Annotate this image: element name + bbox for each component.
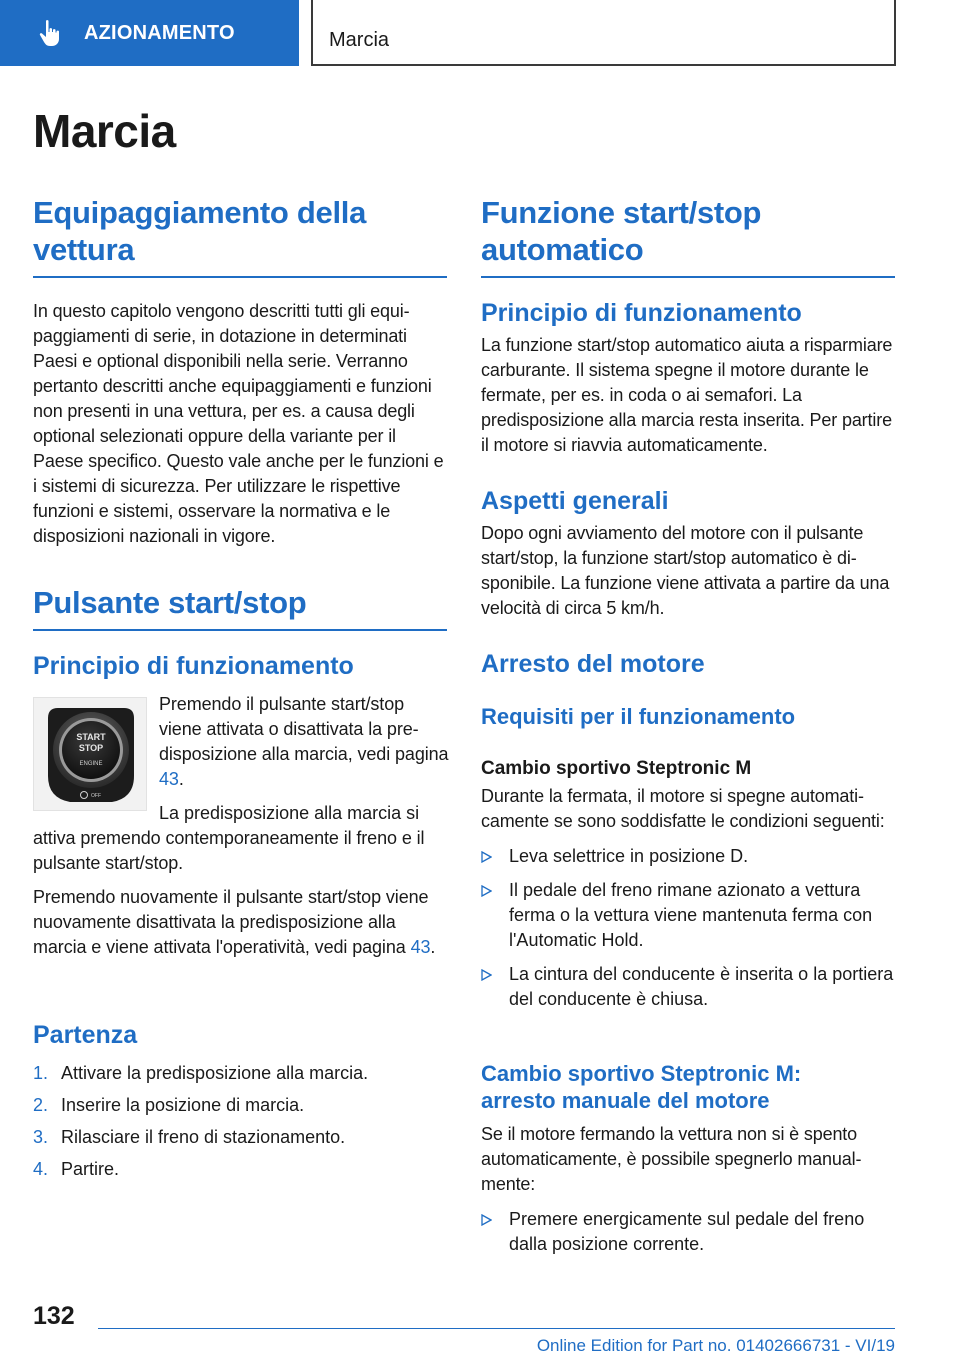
triangle-bullet-icon [481, 969, 492, 981]
manual-stop-section [481, 1060, 895, 1266]
list-item [33, 1157, 447, 1182]
page-title: Marcia [33, 105, 176, 157]
manual-heading-line2: arresto manuale del motore [481, 1088, 770, 1113]
step-text: Rilasciare il freno di stazionamento. [61, 1127, 346, 1147]
section-label: AZIONAMENTO [84, 21, 235, 44]
gearbox-text: Durante la fermata, il motore si spegne automaticamente se sono soddisfatte le condizioni seguenti: [481, 786, 885, 831]
step-number: 1. [33, 1063, 49, 1083]
principle-p1-end: . [178, 769, 184, 789]
step-number: 3. [33, 1127, 49, 1147]
right-principle-text: La funzione start/stop automatico aiuta a risparmiare carburante. Il sistema spegne il motore durante le fermate, per es. in coda o ai semafori. La predisposizione alla marcia resta inserita. Per partire il motore si riavvia automaticamente. [481, 335, 893, 455]
principle-p3-end: . [430, 937, 436, 957]
step-text: Partire. [61, 1159, 120, 1179]
equipment-heading [33, 194, 447, 268]
hand-pointer-icon [38, 19, 64, 47]
button-off-label: OFF [91, 793, 101, 799]
list-item [481, 1207, 895, 1257]
section-tab[interactable] [0, 0, 299, 66]
button-engine-label: ENGINE [79, 761, 103, 767]
principle-paragraph-2-rest: attiva premendo contemporaneamente il freno e il pulsante start/stop. [33, 828, 425, 873]
step-number: 4. [33, 1159, 49, 1179]
list-item [33, 1061, 447, 1086]
principle-text-block [159, 692, 449, 826]
chapter-header [311, 0, 896, 66]
heading-rule [33, 629, 447, 631]
right-principle-heading: Principio di funzionamento [481, 299, 802, 327]
principle-section [33, 651, 447, 681]
conditions-list [481, 844, 895, 1012]
start-stop-button-icon [34, 698, 148, 812]
auto-heading-line2: automatico [481, 232, 644, 267]
step-text: Attivare la predisposizione alla marcia. [61, 1063, 369, 1083]
right-principle-section [481, 298, 895, 458]
departure-steps [33, 1061, 447, 1182]
step-number: 2. [33, 1095, 49, 1115]
list-item [481, 844, 895, 869]
principle-text-continued [33, 826, 447, 960]
equipment-heading-line2: vettura [33, 232, 135, 267]
condition-text: Leva selettrice in posizione D. [509, 846, 749, 866]
list-item [481, 878, 895, 953]
triangle-bullet-icon [481, 1214, 492, 1226]
general-text: Dopo ogni avviamento del motore con il pulsante start/stop, la funzione start/stop automatico è disponibile. La funzione viene attivata a partire da una velocità di circa 5 km/h. [481, 523, 890, 618]
equipment-heading-line1: Equipaggiamento della [33, 195, 367, 230]
button-stop-label: STOP [78, 743, 104, 753]
auto-start-stop-heading [481, 194, 895, 268]
start-stop-button-image [33, 697, 147, 811]
principle-paragraph-1 [159, 692, 449, 792]
engine-stop-section [481, 649, 895, 679]
gearbox-section [481, 756, 895, 1021]
manual-steps-list [481, 1207, 895, 1257]
equipment-text: In questo capitolo vengono descritti tutti gli equipaggiamenti di serie, in dotazione in determinati Paesi e optional disponibili nella serie. Verranno pertanto descritti anche equipaggiamenti e funzioni non presenti in una vettura, per es. a causa degli optional selezionati oppure della variante per il Paese specifico. Questo vale anche per le funzioni e i sistemi di sicurezza. Per utilizzare le rispettive funzioni e sistemi, osservare la normativa e le disposizioni nazionali in vigore. [33, 301, 444, 546]
list-item [33, 1093, 447, 1118]
requirements-section [481, 703, 895, 730]
manual-stop-heading [481, 1060, 895, 1114]
step-text: Inserire la posizione di marcia. [61, 1095, 305, 1115]
general-heading: Aspetti generali [481, 487, 669, 515]
triangle-bullet-icon [481, 851, 492, 863]
principle-paragraph-2-start: La predisposizione alla marcia si [159, 803, 420, 823]
page-link-43[interactable]: 43 [159, 769, 179, 789]
footer-rule [98, 1328, 895, 1329]
principle-heading: Principio di funzionamento [33, 652, 354, 680]
manual-heading-line1: Cambio sportivo Steptronic M: [481, 1061, 802, 1086]
general-section [481, 486, 895, 621]
requirements-heading: Requisiti per il funzionamento [481, 704, 796, 729]
departure-heading: Partenza [33, 1021, 138, 1049]
auto-start-stop-section [481, 194, 895, 278]
heading-rule [33, 276, 447, 278]
engine-stop-heading: Arresto del motore [481, 650, 705, 678]
condition-text: La cintura del conducente è inserita o la portiera del conducente è chiusa. [509, 964, 894, 1009]
button-start-label: START [76, 732, 106, 742]
equipment-section [33, 194, 447, 549]
gearbox-heading: Cambio sportivo Steptronic M [481, 758, 752, 779]
principle-paragraph-3 [33, 885, 447, 960]
page-link-43[interactable]: 43 [410, 937, 431, 957]
heading-rule [481, 276, 895, 278]
triangle-bullet-icon [481, 885, 492, 897]
list-item [33, 1125, 447, 1150]
chapter-label: Marcia [329, 29, 390, 51]
principle-p3-text: Premendo nuovamente il pulsante start/stop viene nuovamente disattivata la predisposizione alla marcia e viene attivata l'operatività, vedi pagina [33, 887, 429, 957]
auto-heading-line1: Funzione start/stop [481, 195, 762, 230]
manual-stop-text: Se il motore fermando la vettura non si è spento automaticamente, è possibile spegnerlo manualmente: [481, 1124, 862, 1194]
start-stop-button-section [33, 584, 447, 631]
page-number: 132 [33, 1302, 75, 1330]
footer-edition: Online Edition for Part no. 01402666731 - VI/19 [536, 1336, 895, 1355]
list-item [481, 962, 895, 1012]
principle-p1-text: Premendo il pulsante start/stop viene attivata o disattivata la predisposizione alla marcia, vedi pagina [159, 694, 449, 764]
condition-text: Il pedale del freno rimane azionato a vettura ferma o la vettura viene mantenuta ferma con l'Automatic Hold. [509, 880, 873, 950]
manual-step-text: Premere energicamente sul pedale del freno dalla posizione corrente. [509, 1209, 865, 1254]
departure-section [33, 1020, 447, 1189]
start-stop-button-heading: Pulsante start/stop [33, 585, 307, 620]
